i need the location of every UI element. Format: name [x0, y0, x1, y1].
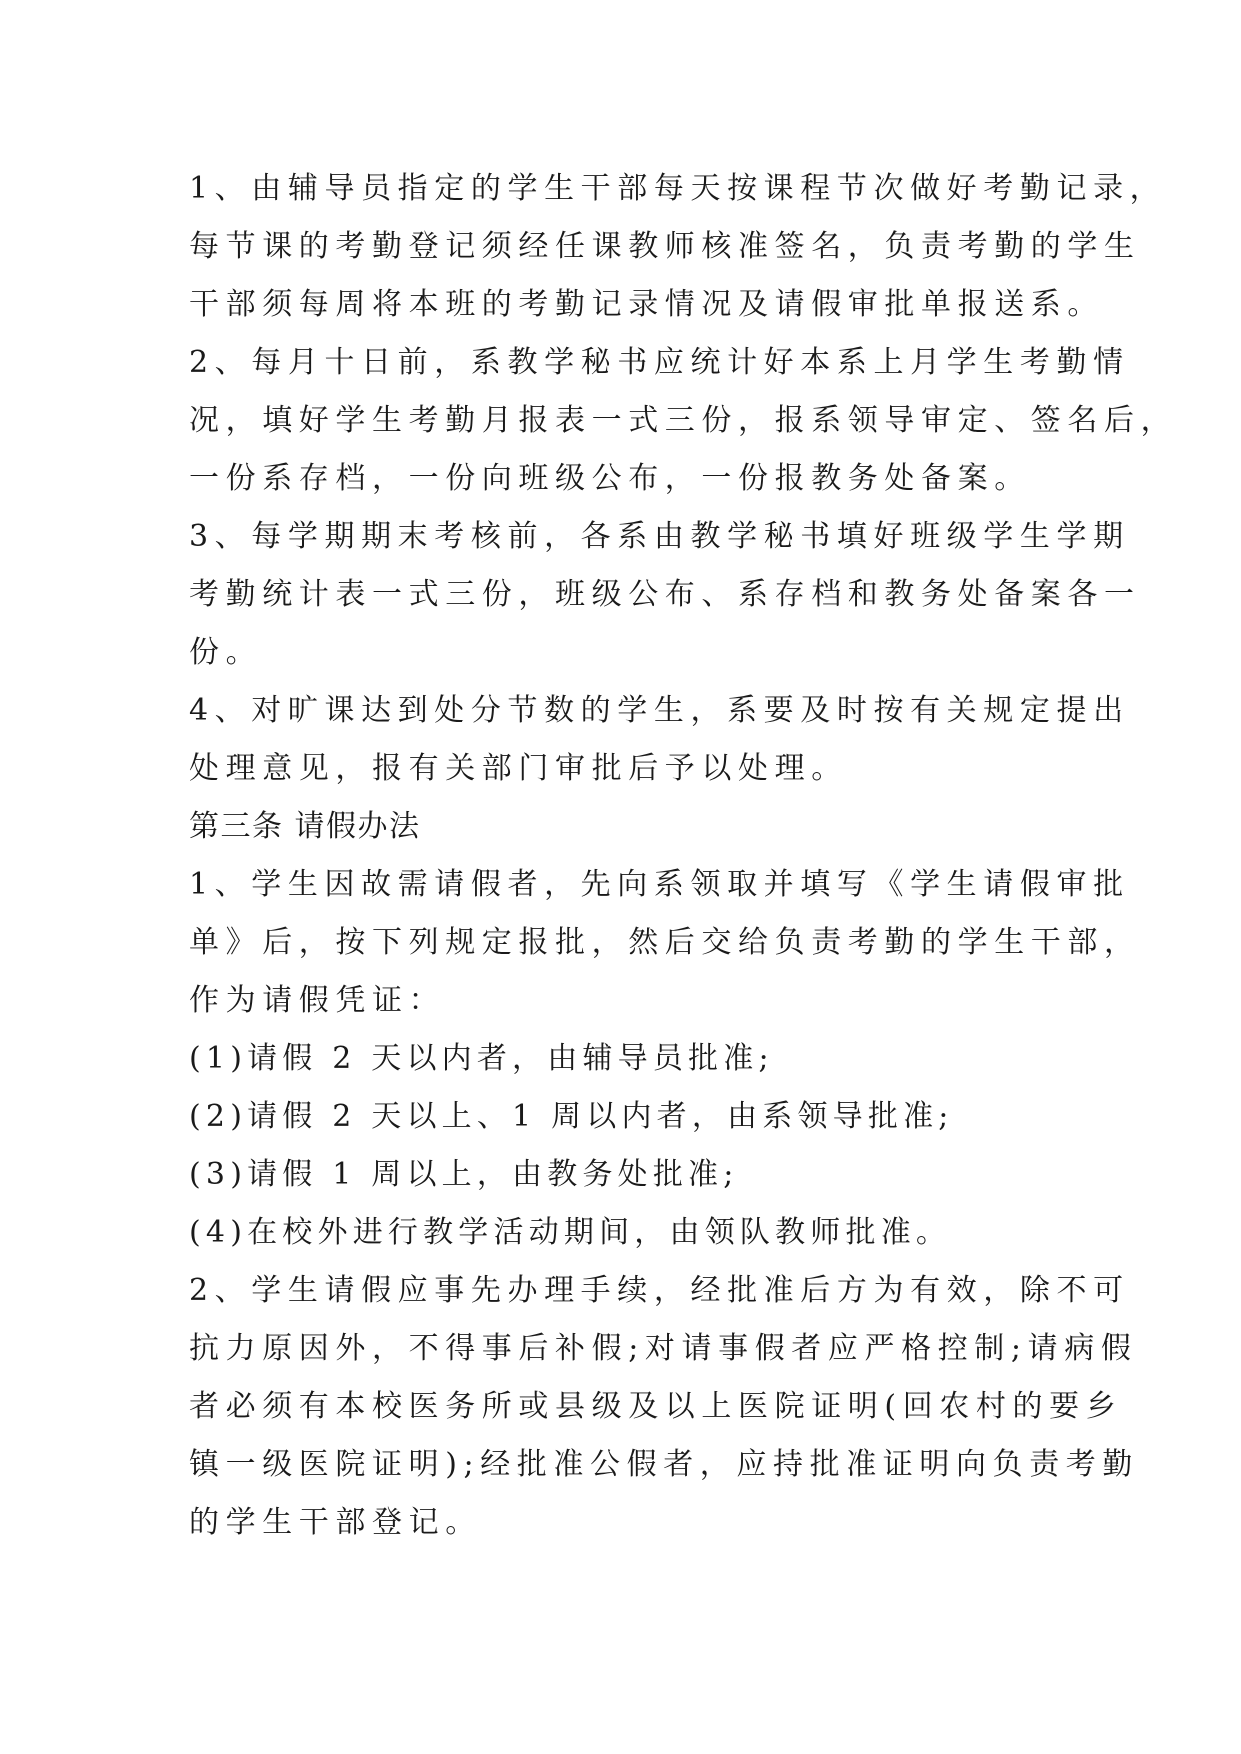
- text-line: 3、每学期期末考核前，各系由教学秘书填好班级学生学期: [189, 519, 1130, 554]
- text-line: 1、由辅导员指定的学生干部每天按课程节次做好考勤记录，: [189, 171, 1167, 206]
- list-item: (1)请假 2 天以内者，由辅导员批准;: [189, 1041, 774, 1076]
- text-line: 份。: [189, 635, 263, 670]
- text-line: 者必须有本校医务所或县级及以上医院证明(回农村的要乡: [189, 1389, 1123, 1424]
- list-item: (3)请假 1 周以上，由教务处批准;: [189, 1157, 739, 1192]
- text-line: 抗力原因外，不得事后补假;对请事假者应严格控制;请病假: [189, 1331, 1138, 1366]
- text-line: 考勤统计表一式三份，班级公布、系存档和教务处备案各一: [189, 577, 1141, 612]
- text-line: 每节课的考勤登记须经任课教师核准签名，负责考勤的学生: [189, 229, 1141, 264]
- section-heading: 第三条 请假办法: [189, 809, 421, 844]
- document-body: [189, 160, 1178, 1552]
- text-line: 2、每月十日前，系教学秘书应统计好本系上月学生考勤情: [189, 345, 1130, 380]
- text-line: 干部须每周将本班的考勤记录情况及请假审批单报送系。: [189, 287, 1104, 322]
- text-line: 一份系存档，一份向班级公布，一份报教务处备案。: [189, 461, 1031, 496]
- text-line: 1、学生因故需请假者，先向系领取并填写《学生请假审批: [189, 867, 1130, 902]
- text-line: 单》后，按下列规定报批，然后交给负责考勤的学生干部，: [189, 925, 1141, 960]
- text-line: 处理意见，报有关部门审批后予以处理。: [189, 751, 848, 786]
- text-line: 况，填好学生考勤月报表一式三份，报系领导审定、签名后，: [189, 403, 1178, 438]
- text-line: 2、学生请假应事先办理手续，经批准后方为有效，除不可: [189, 1273, 1130, 1308]
- list-item: (4)在校外进行教学活动期间，由领队教师批准。: [189, 1215, 952, 1250]
- text-line: 的学生干部登记。: [189, 1505, 482, 1540]
- list-item: (2)请假 2 天以上、1 周以内者，由系领导批准;: [189, 1099, 954, 1134]
- text-line: 作为请假凭证：: [189, 983, 446, 1018]
- text-line: 4、对旷课达到处分节数的学生，系要及时按有关规定提出: [189, 693, 1130, 728]
- text-line: 镇一级医院证明);经批准公假者，应持批准证明向负责考勤: [189, 1447, 1140, 1482]
